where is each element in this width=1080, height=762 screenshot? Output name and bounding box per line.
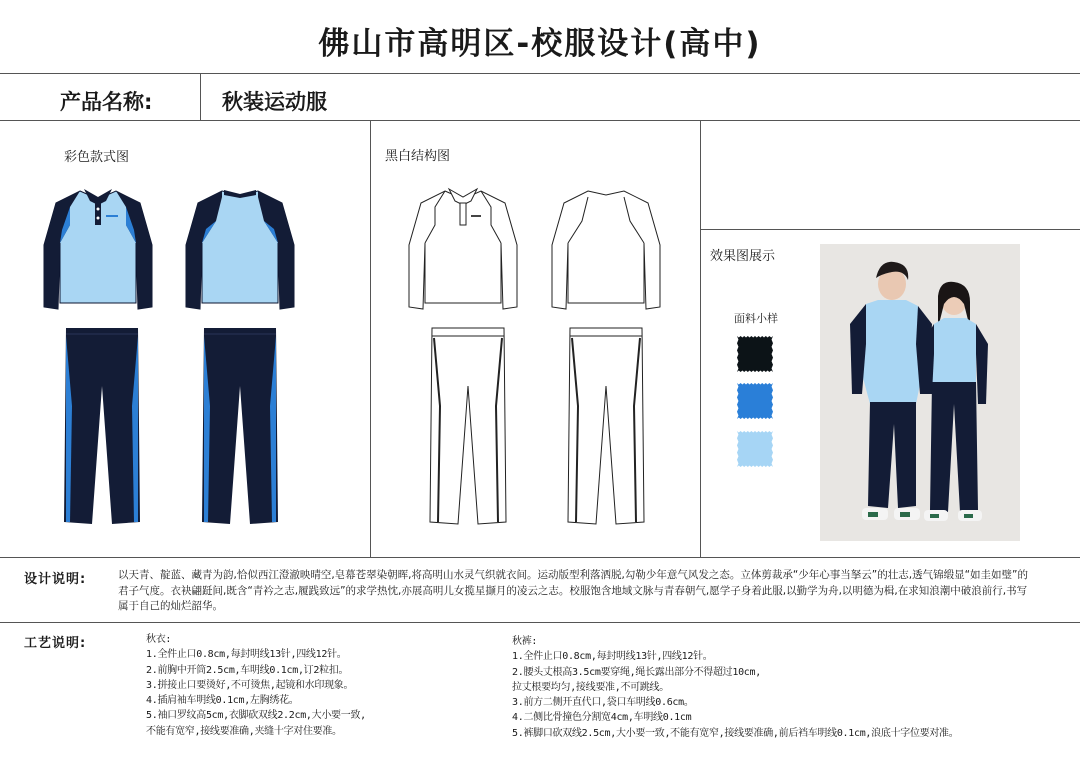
design-label: 设计说明:: [24, 572, 87, 587]
craft-top-title: 秋衣:: [146, 634, 172, 645]
craft-top: [146, 632, 506, 739]
divider-col2: [700, 120, 701, 557]
divider-col1: [370, 120, 371, 557]
craft-pants-line: 5.裤脚口砍双线2.5cm,大小要一致,不能有宽窄,接线要准确,前后裆车明线0.1cm,浪底十字位要对准。: [512, 727, 959, 739]
effect-label: 效果图展示: [710, 249, 776, 264]
craft-top-line: 2.前胸中开筒2.5cm,车明线0.1cm,订2粒扣。: [146, 664, 349, 676]
divider-images: [0, 557, 1080, 558]
design-text: 以天青、靛蓝、藏青为韵,恰似西江澄澈映晴空,皂幕苍翠染朝晖,将高明山水灵气织就衣间。运动版型利落洒脱,勾勒少年意气风发之态。立体剪裁承“少年心事当拏云”的壮志,透气锦缎显“如圭如璧”的君子气度。衣袂翩跹间,既含“青衿之志,履践致远”的求学热忱,亦展高明儿女揽星撷月的凌云之志。校服饱含地域文脉与青春朝气,愿学子身着此服,以勤学为舟,以明德为楫,在求知浪潮中破浪前行,书写属于自己的灿烂韶华。: [118, 569, 1028, 612]
craft-pants-line: 2.腰头丈根高3.5cm要穿绳,绳长露出部分不得超过10cm,: [512, 666, 761, 678]
craft-pants-line: 1.全件止口0.8cm,每封明线13针,四线12针。: [512, 651, 713, 663]
craft-pants-line: 4.二侧比骨撞色分割宽4cm,车明线0.1cm: [512, 712, 692, 724]
fabric-label: 面料小样: [734, 312, 778, 325]
color-pants-front: [62, 326, 142, 526]
color-shirt-back: [182, 185, 297, 313]
bw-shirt-back: [548, 185, 663, 313]
craft-top-line: 4.插肩袖车明线0.1cm,左胸绣花。: [146, 695, 299, 707]
craft-top-line: 不能有宽窄,接线要准确,夹缝十字对住要准。: [146, 725, 342, 737]
craft-top-line: 5.袖口罗纹高5cm,衣脚砍双线2.2cm,大小要一致,: [146, 710, 366, 722]
craft-top-line: 1.全件止口0.8cm,每封明线13针,四线12针。: [146, 649, 347, 661]
divider-product: [0, 120, 1080, 121]
fabric-swatch-blue: [737, 383, 773, 419]
divider-effect: [700, 229, 1080, 230]
bw-pants-front: [428, 326, 508, 526]
bw-structure-label: 黑白结构图: [385, 149, 451, 164]
color-style-label: 彩色款式图: [64, 150, 130, 165]
product-name-value: 秋装运动服: [222, 90, 327, 114]
fabric-swatch-dark: [737, 336, 773, 372]
effect-photo: [820, 244, 1020, 541]
divider-design: [0, 622, 1080, 623]
craft-label: 工艺说明:: [24, 636, 87, 651]
craft-top-line: 3.拼接止口要烫好,不可烫焦,起镜和水印现象。: [146, 679, 354, 691]
craft-pants-line: 3.前方二侧开直代口,袋口车明线0.6cm。: [512, 697, 694, 709]
product-name-label: 产品名称:: [60, 90, 153, 114]
bw-shirt-front: [405, 185, 520, 313]
craft-pants: [512, 634, 1072, 741]
divider-product-label: [200, 73, 201, 120]
bw-pants-back: [566, 326, 646, 526]
color-pants-back: [200, 326, 280, 526]
page-title: 佛山市高明区-校服设计(高中): [318, 26, 762, 62]
fabric-swatch-light: [737, 431, 773, 467]
craft-pants-line: 拉丈根要均匀,接线要准,不可跳线。: [512, 681, 669, 693]
divider-top: [0, 73, 1080, 74]
color-shirt-front: [40, 185, 155, 313]
craft-pants-title: 秋裤:: [512, 636, 538, 647]
